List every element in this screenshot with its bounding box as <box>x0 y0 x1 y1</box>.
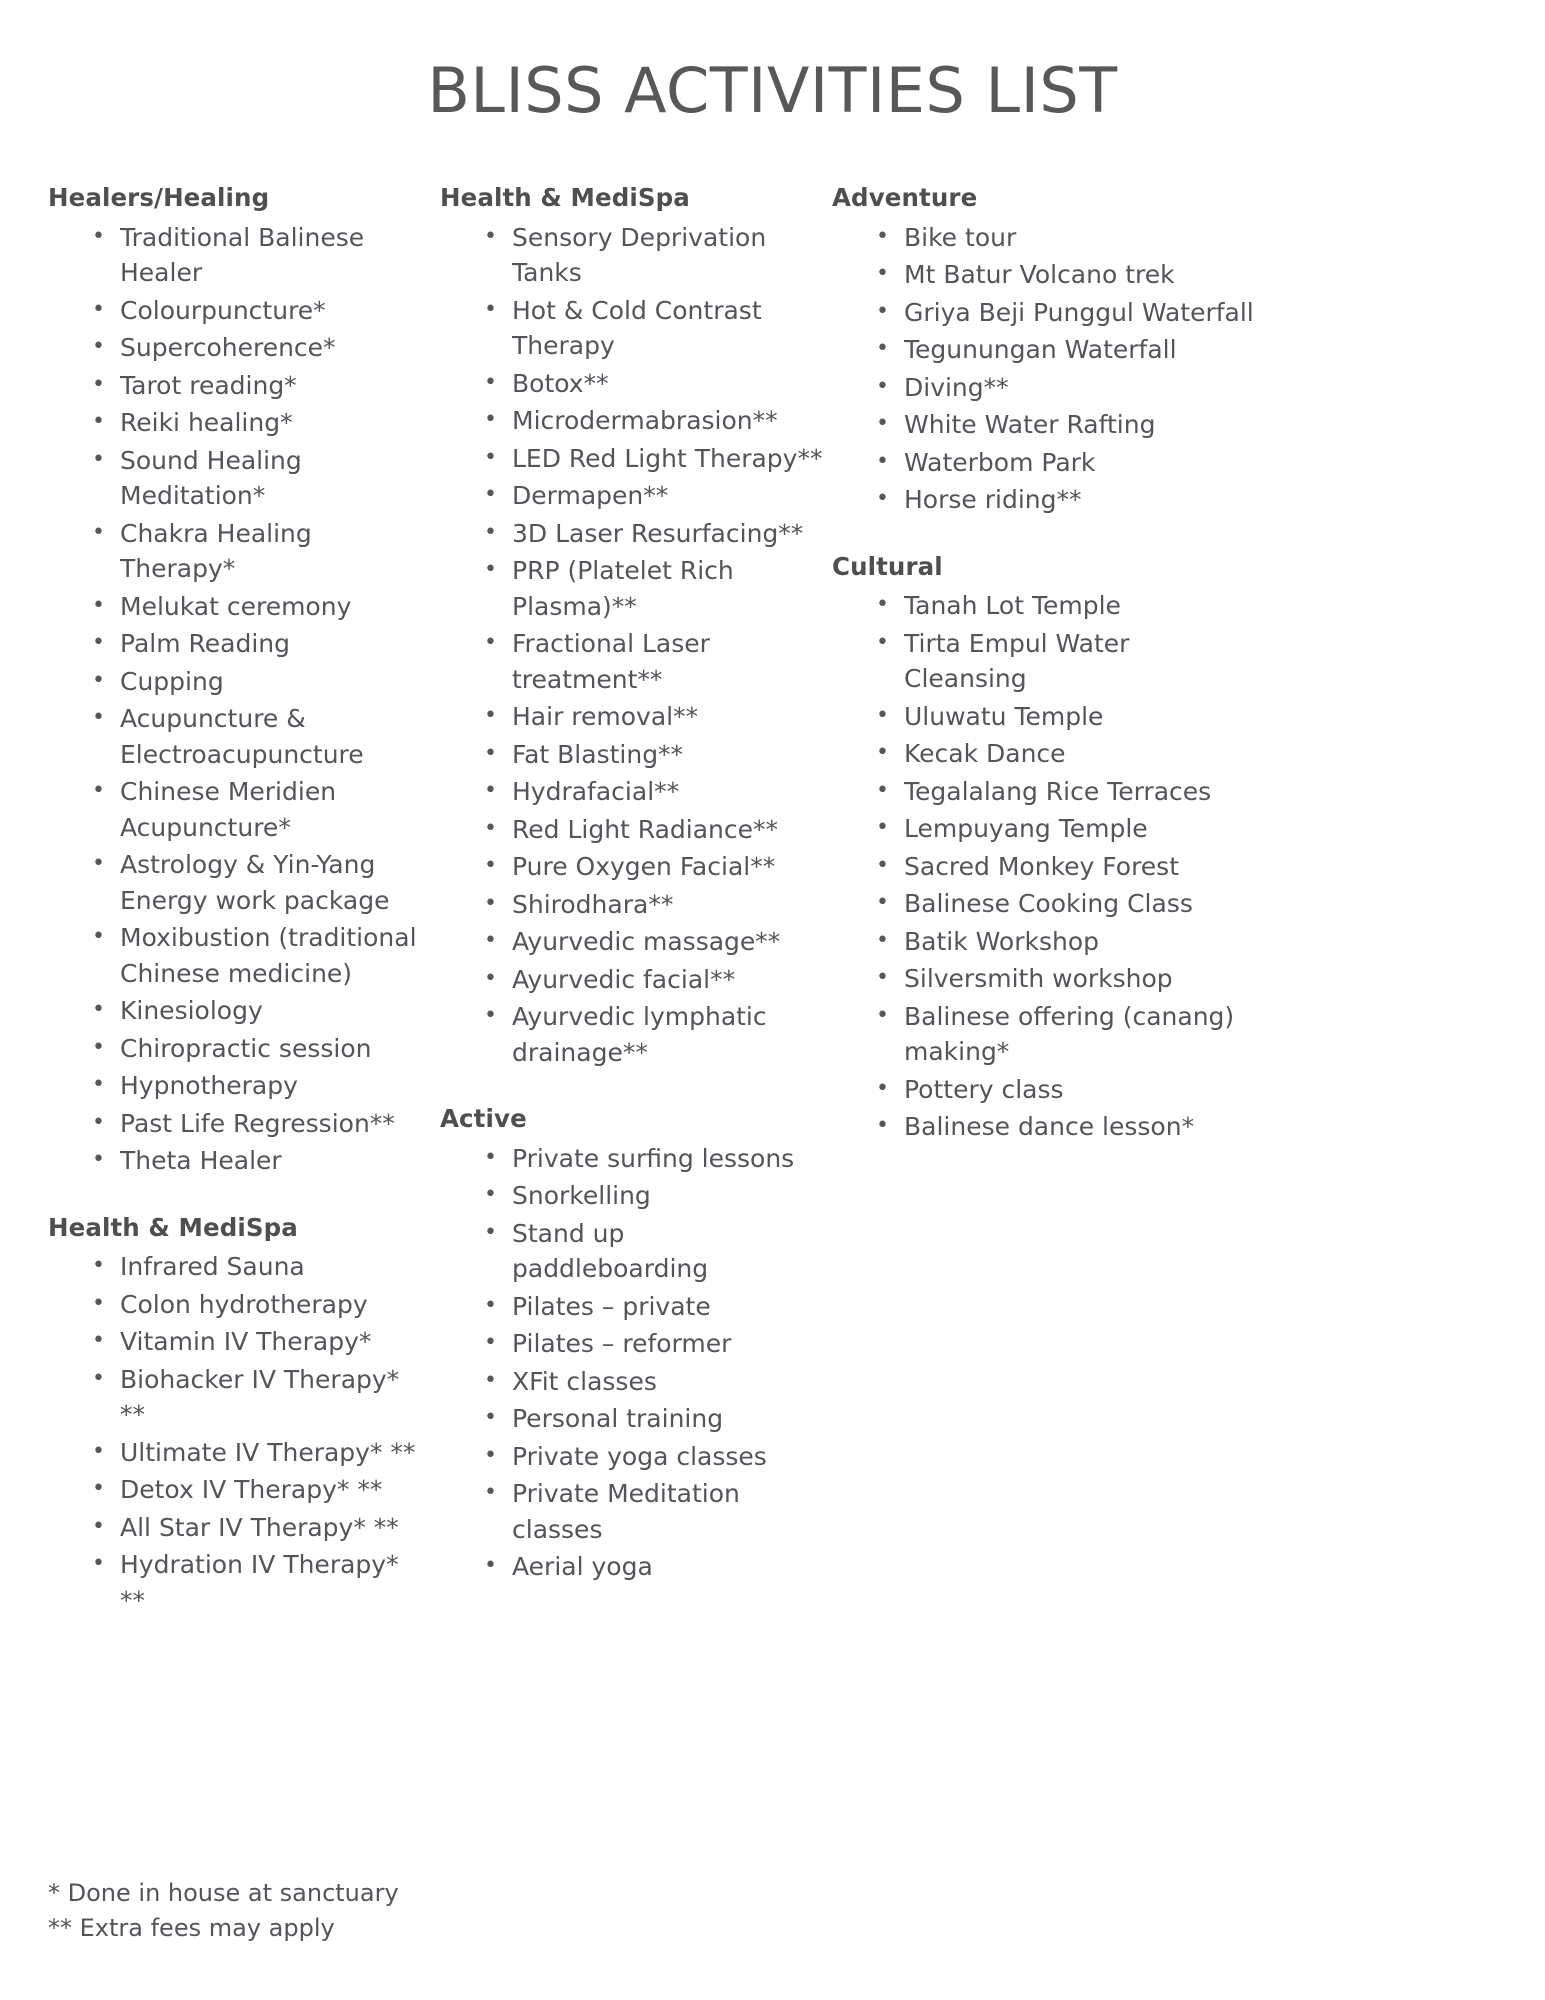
section-heading: Health & MediSpa <box>440 183 690 212</box>
list-item: • Lempuyang Temple <box>874 811 1258 847</box>
list-item: • LED Red Light Therapy** <box>482 441 828 477</box>
list-item: • Chakra Healing Therapy* <box>90 516 430 587</box>
section-heading: Health & MediSpa <box>48 1212 298 1242</box>
list-item: • Balinese Cooking Class <box>874 886 1258 922</box>
section-active <box>440 1104 828 1585</box>
section-heading: Healers/Healing <box>48 183 270 212</box>
list-item: • Private surfing lessons <box>482 1141 828 1177</box>
list-item: • Ayurvedic lymphatic drainage** <box>482 999 828 1070</box>
list-item: • Waterbom Park <box>874 445 1258 481</box>
section-health-medispa-col1 <box>48 1213 430 1619</box>
list-item: • Aerial yoga <box>482 1549 828 1585</box>
list-item: • Private Meditation classes <box>482 1476 828 1547</box>
footnote-single-asterisk: * Done in house at sanctuary <box>48 1879 399 1908</box>
list-item: • XFit classes <box>482 1364 828 1400</box>
list-item: • Chiropractic session <box>90 1031 430 1067</box>
list-item: • Shirodhara** <box>482 887 828 923</box>
column-1 <box>48 183 438 1620</box>
column-3 <box>828 183 1258 1147</box>
list-item: • Tarot reading* <box>90 368 430 404</box>
list-item: • Infrared Sauna <box>90 1249 430 1285</box>
list-item: • Pilates – private <box>482 1289 828 1325</box>
list-item: • Uluwatu Temple <box>874 699 1258 735</box>
list-item: • Batik Workshop <box>874 924 1258 960</box>
list-item: • Ayurvedic massage** <box>482 924 828 960</box>
list-item: • Balinese dance lesson* <box>874 1109 1258 1145</box>
list-item: • Melukat ceremony <box>90 589 430 625</box>
list-item: • Kinesiology <box>90 993 430 1029</box>
activity-list <box>48 1249 430 1618</box>
list-item: • Tanah Lot Temple <box>874 588 1258 624</box>
list-item: • Diving** <box>874 370 1258 406</box>
list-item: • Colon hydrotherapy <box>90 1287 430 1323</box>
section-healers-healing <box>48 183 430 1179</box>
list-item: • Traditional Balinese Healer <box>90 220 430 291</box>
section-cultural <box>832 552 1258 1145</box>
activity-list <box>832 220 1258 518</box>
list-item: • Kecak Dance <box>874 736 1258 772</box>
list-item: • Past Life Regression** <box>90 1106 430 1142</box>
list-item: • Balinese offering (canang) making* <box>874 999 1258 1070</box>
list-item: • Palm Reading <box>90 626 430 662</box>
list-item: • Microdermabrasion** <box>482 403 828 439</box>
list-item: • Hydration IV Therapy* ** <box>90 1547 430 1618</box>
list-item: • Horse riding** <box>874 482 1258 518</box>
list-item: • Hot & Cold Contrast Therapy <box>482 293 828 364</box>
section-heading: Cultural <box>832 551 943 581</box>
footnotes <box>48 1876 748 1946</box>
list-item: • Dermapen** <box>482 478 828 514</box>
activity-list <box>440 1141 828 1585</box>
list-item: • Colourpuncture* <box>90 293 430 329</box>
list-item: • Silversmith workshop <box>874 961 1258 997</box>
list-item: • Biohacker IV Therapy* ** <box>90 1362 430 1433</box>
list-item: • Hair removal** <box>482 699 828 735</box>
list-item: • PRP (Platelet Rich Plasma)** <box>482 553 828 624</box>
list-item: • Acupuncture & Electroacupuncture <box>90 701 430 772</box>
section-heading: Adventure <box>832 183 978 212</box>
list-item: • Reiki healing* <box>90 405 430 441</box>
activity-list <box>832 588 1258 1145</box>
section-health-medispa-col2 <box>440 183 828 1070</box>
list-item: • Ultimate IV Therapy* ** <box>90 1435 430 1471</box>
list-item: • Stand up paddleboarding <box>482 1216 828 1287</box>
list-item: • Sacred Monkey Forest <box>874 849 1258 885</box>
list-item: • Pottery class <box>874 1072 1258 1108</box>
activity-list <box>48 220 430 1179</box>
activity-list <box>440 220 828 1071</box>
list-item: • Snorkelling <box>482 1178 828 1214</box>
list-item: • Tegalalang Rice Terraces <box>874 774 1258 810</box>
list-item: • Astrology & Yin-Yang Energy work package <box>90 847 430 918</box>
list-item: • Ayurvedic facial** <box>482 962 828 998</box>
list-item: • Bike tour <box>874 220 1258 256</box>
list-item: • White Water Rafting <box>874 407 1258 443</box>
footnote-double-asterisk: ** Extra fees may apply <box>48 1914 335 1943</box>
list-item: • Personal training <box>482 1401 828 1437</box>
list-item: • Hydrafacial** <box>482 774 828 810</box>
list-item: • Tirta Empul Water Cleansing <box>874 626 1258 697</box>
page-title: BLISS ACTIVITIES LIST <box>427 54 1118 127</box>
column-2 <box>438 183 828 1587</box>
section-adventure <box>832 183 1258 518</box>
list-item: • Theta Healer <box>90 1143 430 1179</box>
list-item: • Moxibustion (traditional Chinese medicine) <box>90 920 430 991</box>
list-item: • Cupping <box>90 664 430 700</box>
list-item: • Sensory Deprivation Tanks <box>482 220 828 291</box>
list-item: • All Star IV Therapy* ** <box>90 1510 430 1546</box>
list-item: • Mt Batur Volcano trek <box>874 257 1258 293</box>
list-item: • Botox** <box>482 366 828 402</box>
list-item: • Supercoherence* <box>90 330 430 366</box>
list-item: • Private yoga classes <box>482 1439 828 1475</box>
columns-container <box>48 183 1497 1620</box>
list-item: • Fractional Laser treatment** <box>482 626 828 697</box>
list-item: • Tegunungan Waterfall <box>874 332 1258 368</box>
list-item: • Hypnotherapy <box>90 1068 430 1104</box>
list-item: • Fat Blasting** <box>482 737 828 773</box>
list-item: • Red Light Radiance** <box>482 812 828 848</box>
list-item: • Sound Healing Meditation* <box>90 443 430 514</box>
list-item: • Pilates – reformer <box>482 1326 828 1362</box>
list-item: • Pure Oxygen Facial** <box>482 849 828 885</box>
list-item: • Vitamin IV Therapy* <box>90 1324 430 1360</box>
section-heading: Active <box>440 1104 527 1134</box>
list-item: • 3D Laser Resurfacing** <box>482 516 828 552</box>
list-item: • Griya Beji Punggul Waterfall <box>874 295 1258 331</box>
list-item: • Detox IV Therapy* ** <box>90 1472 430 1508</box>
list-item: • Chinese Meridien Acupuncture* <box>90 774 430 845</box>
